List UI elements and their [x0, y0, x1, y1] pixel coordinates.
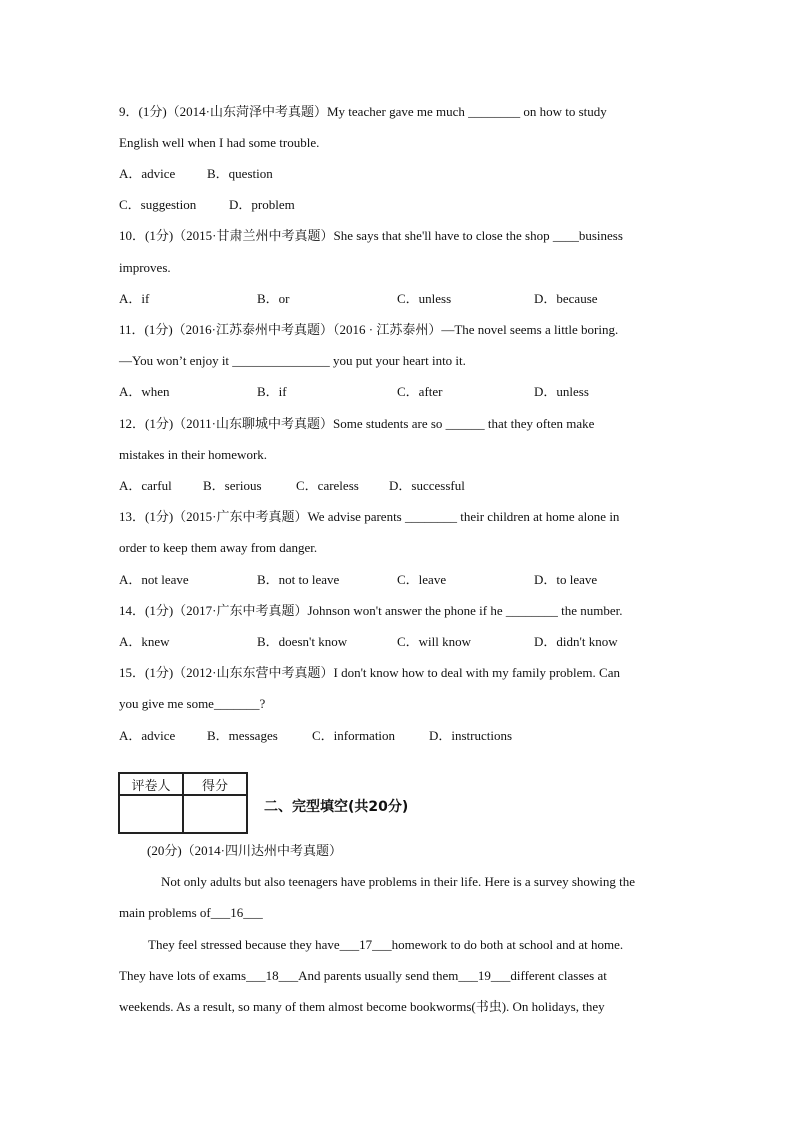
- option-a[interactable]: A．not leave: [119, 572, 189, 587]
- option-b[interactable]: B．or: [257, 291, 290, 306]
- question-15-line-1: 15．(1分)（2012·山东东营中考真题）I don't know how to deal with my family problem. Can: [119, 665, 620, 680]
- passage-line-5: weekends. As a result, so many of them almost become bookworms(书虫). On holidays, they: [119, 999, 605, 1014]
- passage-line-2: main problems of___16___: [119, 905, 263, 920]
- option-b[interactable]: B．doesn't know: [257, 634, 348, 649]
- option-c[interactable]: C．information: [312, 728, 396, 743]
- option-c[interactable]: C．after: [397, 384, 443, 399]
- option-a[interactable]: A．knew: [119, 634, 170, 649]
- option-a[interactable]: A．advice: [119, 728, 176, 743]
- option-a[interactable]: A．advice: [119, 166, 176, 181]
- option-a[interactable]: A．if: [119, 291, 150, 306]
- question-11-line-2: —You won’t enjoy it _______________ you put your heart into it.: [119, 353, 466, 368]
- option-a[interactable]: A．carful: [119, 478, 172, 493]
- question-10-line-2: improves.: [119, 260, 171, 275]
- section-title: 二、完型填空(共20分): [264, 799, 409, 815]
- option-b[interactable]: B．not to leave: [257, 572, 340, 587]
- option-d[interactable]: D．because: [534, 291, 598, 306]
- grader-cell[interactable]: [119, 795, 183, 833]
- option-b[interactable]: B．question: [207, 166, 273, 181]
- question-11-line-1: 11．(1分)（2016·江苏泰州中考真题）（2016 · 江苏泰州）—The novel seems a little boring.: [119, 322, 619, 337]
- option-d[interactable]: D．successful: [389, 478, 465, 493]
- option-c[interactable]: C．will know: [397, 634, 472, 649]
- score-table: [118, 772, 248, 834]
- question-15-line-2: you give me some_______?: [119, 696, 266, 711]
- option-d[interactable]: D．to leave: [534, 572, 598, 587]
- question-9-line-2: English well when I had some trouble.: [119, 135, 320, 150]
- question-13-line-2: order to keep them away from danger.: [119, 540, 318, 555]
- score-header: 得分: [183, 773, 247, 795]
- passage-line-3: They feel stressed because they have___17___homework to do both at school and at home.: [148, 937, 624, 952]
- question-10-line-1: 10．(1分)（2015·甘肃兰州中考真题）She says that she'll have to close the shop ____business: [119, 228, 623, 243]
- option-d[interactable]: D．instructions: [429, 728, 513, 743]
- option-c[interactable]: C．leave: [397, 572, 447, 587]
- question-12-line-1: 12．(1分)（2011·山东聊城中考真题）Some students are so ______ that they often make: [119, 416, 595, 431]
- passage-line-4: They have lots of exams___18___And parents usually send them___19___different classes at: [119, 968, 607, 983]
- score-cell[interactable]: [183, 795, 247, 833]
- option-b[interactable]: B．messages: [207, 728, 278, 743]
- option-b[interactable]: B．if: [257, 384, 287, 399]
- grader-header: 评卷人: [119, 773, 183, 795]
- option-c[interactable]: C．careless: [296, 478, 359, 493]
- question-9-line-1: 9．(1分)（2014·山东菏泽中考真题）My teacher gave me much ________ on how to study: [119, 104, 607, 119]
- option-b[interactable]: B．serious: [203, 478, 262, 493]
- question-13-line-1: 13．(1分)（2015·广东中考真题）We advise parents ________ their children at home alone in: [119, 509, 620, 524]
- option-d[interactable]: D．problem: [229, 197, 295, 212]
- option-d[interactable]: D．unless: [534, 384, 589, 399]
- option-d[interactable]: D．didn't know: [534, 634, 618, 649]
- question-12-line-2: mistakes in their homework.: [119, 447, 268, 462]
- question-14-line-1: 14．(1分)（2017·广东中考真题）Johnson won't answer the phone if he ________ the number.: [119, 603, 623, 618]
- option-c[interactable]: C．unless: [397, 291, 452, 306]
- option-c[interactable]: C．suggestion: [119, 197, 197, 212]
- option-a[interactable]: A．when: [119, 384, 170, 399]
- passage-line-1: Not only adults but also teenagers have problems in their life. Here is a survey showing the: [161, 874, 636, 889]
- passage-source: (20分)（2014·四川达州中考真题）: [147, 843, 342, 858]
